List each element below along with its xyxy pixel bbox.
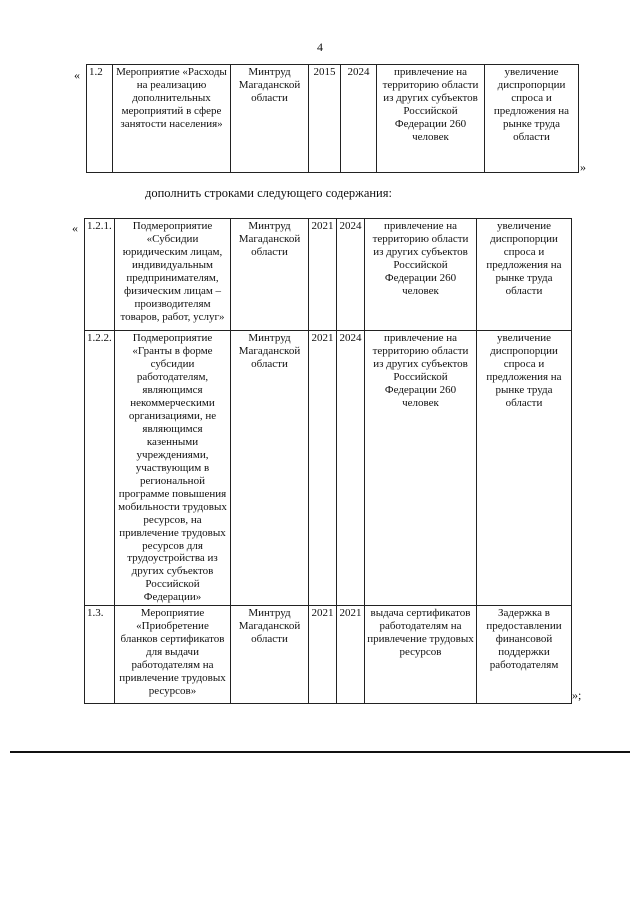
row-name: Подмероприятие «Гранты в форме субсидии работодателям, являющимся некоммерческими организациями, не являющимся казенными учреждениями, участвующим в региональной программе повышения мобильности трудовых ресурсов, на привлечение трудовых ресурсов для трудоустройства из других субъектов Российской Федерации» [115, 331, 231, 606]
row-number: 1.2 [87, 65, 113, 173]
row-number: 1.2.2. [85, 331, 115, 606]
row-executor: Минтруд Магаданской области [231, 65, 309, 173]
page-number: 4 [317, 40, 323, 54]
row-effect: увеличение диспропорции спроса и предложения на рынке труда области [477, 331, 572, 606]
table-new-rows [84, 218, 572, 704]
opening-quote-1: « [74, 68, 80, 82]
row-year-end: 2024 [341, 65, 377, 173]
row-result: привлечение на территорию области из других субъектов Российской Федерации 260 человек [365, 219, 477, 331]
row-year-start: 2021 [309, 606, 337, 704]
table-row [85, 331, 572, 606]
row-year-end: 2021 [337, 606, 365, 704]
row-effect: Задержка в предоставлении финансовой поддержки работодателям [477, 606, 572, 704]
row-year-end: 2024 [337, 219, 365, 331]
opening-quote-2: « [72, 221, 78, 235]
row-year-end: 2024 [337, 331, 365, 606]
table-existing-row [86, 64, 579, 173]
row-result: привлечение на территорию области из других субъектов Российской Федерации 260 человек [377, 65, 485, 173]
table-row [85, 606, 572, 704]
row-executor: Минтруд Магаданской области [231, 606, 309, 704]
row-executor: Минтруд Магаданской области [231, 331, 309, 606]
row-name: Мероприятие «Приобретение бланков сертификатов для выдачи работодателям на привлечение трудовых ресурсов» [115, 606, 231, 704]
row-name: Мероприятие «Расходы на реализацию дополнительных мероприятий в сфере занятости населения» [113, 65, 231, 173]
closing-quote-1: » [580, 160, 586, 174]
row-number: 1.2.1. [85, 219, 115, 331]
row-year-start: 2021 [309, 219, 337, 331]
row-year-start: 2021 [309, 331, 337, 606]
row-name: Подмероприятие «Субсидии юридическим лицам, индивидуальным предпринимателям, физическим лицам – производителям товаров, работ, услуг» [115, 219, 231, 331]
row-year-start: 2015 [309, 65, 341, 173]
row-result: выдача сертификатов работодателям на привлечение трудовых ресурсов [365, 606, 477, 704]
row-executor: Минтруд Магаданской области [231, 219, 309, 331]
row-effect: увеличение диспропорции спроса и предложения на рынке труда области [485, 65, 579, 173]
row-effect: увеличение диспропорции спроса и предложения на рынке труда области [477, 219, 572, 331]
row-result: привлечение на территорию области из других субъектов Российской Федерации 260 человек [365, 331, 477, 606]
intro-text: дополнить строками следующего содержания: [145, 186, 392, 200]
closing-quote-2: »; [572, 688, 582, 702]
footer-divider [10, 751, 630, 753]
row-number: 1.3. [85, 606, 115, 704]
table-row [85, 219, 572, 331]
table-row [87, 65, 579, 173]
